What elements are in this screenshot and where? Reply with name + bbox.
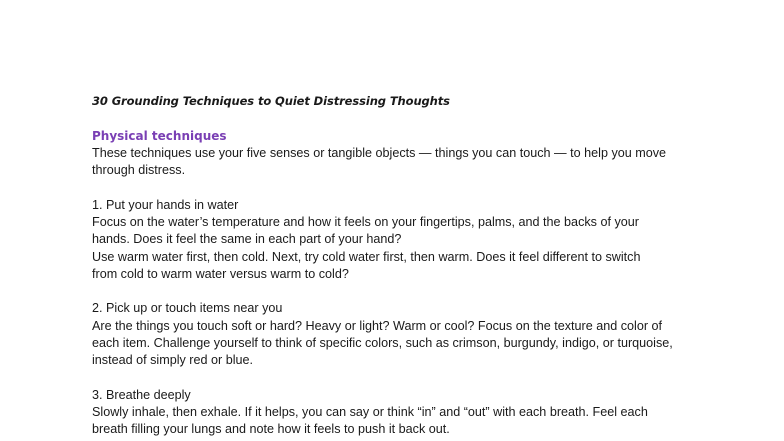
document-page bbox=[92, 93, 732, 438]
section-intro: These techniques use your five senses or tangible objects — things you can touch — to help you move through distress. bbox=[92, 146, 667, 178]
technique-body: Slowly inhale, then exhale. If it helps, you can say or think “in” and “out” with each breath. Feel each breath filling your lungs and note how it feels to push it back out. bbox=[92, 404, 648, 437]
technique-body: Focus on the water’s temperature and how it feels on your fingertips, palms, and the backs of your hands. Does it feel the same in each part of your hand? Use warm water first, then cold. Next, try cold water first, then warm. Does it feel different to switch from cold to warm water versus warm to cold? bbox=[92, 215, 641, 281]
technique-item bbox=[92, 300, 732, 369]
technique-body: Are the things you touch soft or hard? Heavy or light? Warm or cool? Focus on the texture and color of each item. Challenge yourself to think of specific colors, such as crimson, burgundy, indigo, or turquoise, instead of simply red or blue. bbox=[92, 318, 673, 368]
section-heading: Physical techniques bbox=[92, 129, 227, 143]
technique-item bbox=[92, 197, 732, 283]
technique-heading: 2. Pick up or touch items near you bbox=[92, 301, 283, 316]
technique-heading: 3. Breathe deeply bbox=[92, 387, 191, 402]
document-title: 30 Grounding Techniques to Quiet Distressing Thoughts bbox=[92, 94, 450, 108]
technique-heading: 1. Put your hands in water bbox=[92, 197, 239, 212]
technique-item bbox=[92, 387, 732, 439]
